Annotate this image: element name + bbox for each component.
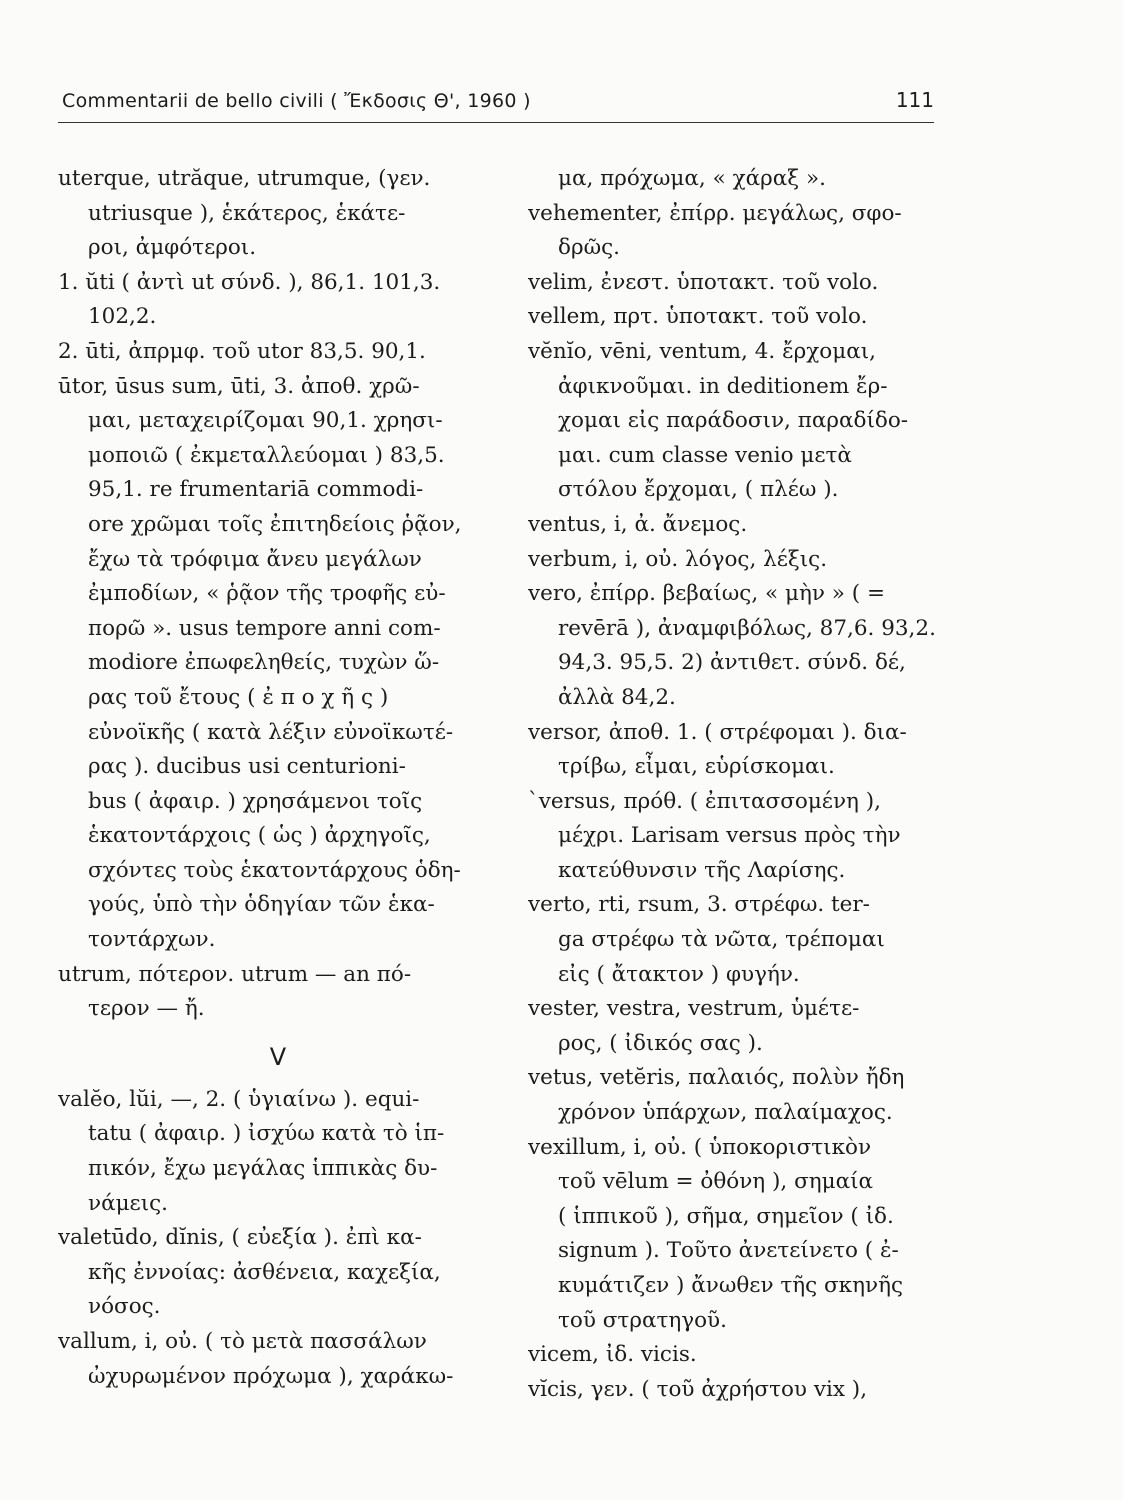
entry-line: bus ( ἀφαιρ. ) χρησάμενοι τοῖς [88, 788, 423, 814]
dictionary-entry [58, 958, 498, 1027]
entry-line: χομαι εἰς παράδοσιν, παραδίδο- [558, 408, 909, 434]
entry-line: vehementer, ἐπίρρ. μεγάλως, σφο- [528, 200, 902, 226]
entry-line: vero, ἐπίρρ. βεβαίως, « μὴν » ( = [528, 581, 885, 607]
entry-line: vetus, vetĕris, παλαιός, πολὺν ἤδη [528, 1065, 905, 1091]
entry-line: μοποιῶ ( ἐκμεταλλεύομαι ) 83,5. [88, 442, 445, 468]
dictionary-entry [58, 1083, 498, 1221]
entry-line: uterque, utrăque, utrumque, (γεν. [58, 166, 431, 191]
entry-line: revērā ), ἀναμφιβόλως, 87,6. 93,2. [558, 615, 936, 641]
entry-line: χρόνον ὑπάρχων, παλαίμαχος. [558, 1100, 893, 1126]
dictionary-entry [58, 1325, 498, 1394]
entry-line: vicem, ἰδ. vicis. [528, 1342, 697, 1368]
dictionary-entry [58, 370, 498, 958]
entry-line: στόλου ἔρχομαι, ( πλέω ). [558, 477, 839, 503]
dictionary-entry [528, 300, 938, 335]
dictionary-entry [528, 1131, 938, 1339]
entry-line: vĭcis, γεν. ( τοῦ ἀχρήστου vix ), [528, 1376, 868, 1402]
entry-line: valĕo, lŭi, —, 2. ( ὑγιαίνω ). equi- [58, 1086, 420, 1112]
entry-line: τοῦ vēlum = ὀθόνη ), σημαία [558, 1169, 874, 1195]
entry-line: σχόντες τοὺς ἑκατοντάρχους ὁδη- [88, 857, 461, 883]
entry-line: ūtor, ūsus sum, ūti, 3. ἀποθ. χρῶ- [58, 373, 420, 399]
entry-line: 2. ūti, ἀπρμφ. τοῦ utor 83,5. 90,1. [58, 338, 426, 364]
entry-line: 94,3. 95,5. 2) ἀντιθετ. σύνδ. δέ, [558, 650, 906, 676]
entry-line: ρας τοῦ ἔτους ( ἐ π ο χ ῆ ς ) [88, 684, 389, 710]
entry-line: δρῶς. [558, 235, 620, 261]
dictionary-entry [528, 266, 938, 301]
entry-line: 1. ŭti ( ἀντὶ ut σύνδ. ), 86,1. 101,3. [58, 269, 441, 295]
dictionary-entry [528, 992, 938, 1061]
dictionary-entry [528, 508, 938, 543]
entry-line: εὐνοϊκῆς ( κατὰ λέξιν εὐνοϊκωτέ- [88, 719, 454, 745]
dictionary-entry [528, 577, 938, 715]
entry-line: vĕnĭo, vēni, ventum, 4. ἔρχομαι, [528, 338, 876, 364]
entry-line: utriusque ), ἑκάτερος, ἑκάτε- [88, 200, 406, 226]
section-letter: V [269, 1042, 287, 1071]
entry-line: signum ). Τοῦτο ἀνετείνετο ( ἐ- [558, 1238, 899, 1264]
dictionary-entry [58, 266, 498, 335]
entry-line: γούς, ὑπὸ τὴν ὁδηγίαν τῶν ἑκα- [88, 892, 435, 918]
entry-line: ἑκατοντάρχοις ( ὡς ) ἀρχηγοῖς, [88, 823, 431, 849]
entry-line: ventus, i, ἀ. ἄνεμος. [528, 511, 748, 537]
entry-line: ἔχω τὰ τρόφιμα ἄνευ μεγάλων [88, 546, 422, 572]
entry-line: εἰς ( ἄτακτον ) φυγήν. [558, 961, 800, 987]
entry-line: ὠχυρωμένον πρόχωμα ), χαράκω- [88, 1363, 454, 1389]
entry-line: νάμεις. [88, 1190, 169, 1216]
entry-line: μαι. cum classe venio μετὰ [558, 442, 852, 468]
left-entries [58, 162, 498, 1027]
entry-line: κατεύθυνσιν τῆς Λαρίσης. [558, 857, 846, 883]
entry-line: μαι, μεταχειρίζομαι 90,1. χρησι- [88, 408, 443, 434]
entry-line: τοντάρχων. [88, 927, 216, 953]
entry-line: vellem, πρτ. ὑποτακτ. τοῦ volo. [528, 304, 868, 330]
entry-line: κυμάτιζεν ) ἄνωθεν τῆς σκηνῆς [558, 1273, 903, 1298]
entry-line: ἀφικνοῦμαι. in deditionem ἔρ- [558, 373, 888, 399]
entry-line: utrum, πότερον. utrum — an πό- [58, 961, 412, 987]
entry-line: πικόν, ἔχω μεγάλας ἱππικὰς δυ- [88, 1156, 438, 1182]
dictionary-entry [528, 716, 938, 785]
dictionary-entry [528, 1061, 938, 1130]
entry-line: ga στρέφω τὰ νῶτα, τρέπομαι [558, 927, 885, 953]
entry-line: verbum, i, οὐ. λόγος, λέξις. [528, 546, 828, 572]
entry-line: ροι, ἀμφότεροι. [88, 235, 257, 261]
entry-line: κῆς ἐννοίας: ἀσθένεια, καχεξία, [88, 1259, 441, 1285]
entry-line: vester, vestra, vestrum, ὑμέτε- [528, 996, 860, 1022]
running-title: Commentarii de bello civili ( Ἔκδοσις Θ', 1960 ) [62, 90, 531, 112]
entry-line: verto, rti, rsum, 3. στρέφω. ter- [528, 892, 870, 918]
entry-line: valetūdo, dĭnis, ( εὐεξία ). ἐπὶ κα- [58, 1225, 422, 1251]
entry-line: 95,1. re frumentariā commodi- [88, 477, 424, 503]
entry-line: versor, ἀποθ. 1. ( στρέφομαι ). δια- [528, 719, 907, 745]
dictionary-entry [528, 543, 938, 578]
left-entries-v [58, 1083, 498, 1394]
dictionary-entry [528, 335, 938, 508]
entry-line: μέχρι. Larisam versus πρὸς τὴν [558, 823, 901, 849]
entry-line: 102,2. [88, 304, 157, 330]
entry-line: modiore ἐπωφεληθείς, τυχὼν ὥ- [88, 650, 440, 676]
entry-line: `versus, πρόθ. ( ἐπιτασσομένη ), [528, 788, 881, 814]
entry-line: vallum, i, οὐ. ( τὸ μετὰ πασσάλων [58, 1329, 427, 1354]
dictionary-entry [528, 888, 938, 992]
dictionary-entry [58, 1221, 498, 1325]
entry-line: ἐμποδίων, « ῥᾷον τῆς τροφῆς εὐ- [88, 581, 446, 607]
entry-line: τερον — ἤ. [88, 996, 205, 1022]
right-entries [528, 162, 938, 1407]
entry-line: μα, πρόχωμα, « χάραξ ». [558, 166, 826, 191]
entry-line: velim, ἐνεστ. ὑποτακτ. τοῦ volo. [528, 269, 879, 295]
dictionary-entry [528, 785, 938, 889]
dictionary-entry [528, 1373, 938, 1408]
entry-line: ore χρῶμαι τοῖς ἐπιτηδείοις ῥᾷον, [88, 511, 462, 537]
page-number: 111 [895, 88, 934, 112]
dictionary-entry [528, 1338, 938, 1373]
entry-line: ρας ). ducibus usi centurioni- [88, 754, 406, 780]
entry-line: τοῦ στρατηγοῦ. [558, 1307, 727, 1333]
running-header [58, 86, 934, 123]
entry-line: tatu ( ἀφαιρ. ) ἰσχύω κατὰ τὸ ἱπ- [88, 1121, 445, 1147]
entry-line: νόσος. [88, 1294, 161, 1320]
left-column [58, 162, 498, 1394]
dictionary-entry [58, 335, 498, 370]
entry-line: ρος, ( ἰδικός σας ). [558, 1030, 763, 1056]
entry-line: ( ἱππικοῦ ), σῆμα, σημεῖον ( ἰδ. [558, 1203, 894, 1229]
right-column [528, 162, 938, 1407]
dictionary-entry [528, 162, 938, 197]
dictionary-entry [528, 197, 938, 266]
entry-line: vexillum, i, οὐ. ( ὑποκοριστικὸν [528, 1134, 872, 1160]
entry-line: πορῶ ». usus tempore anni com- [88, 615, 441, 641]
entry-line: ἀλλὰ 84,2. [558, 684, 676, 710]
entry-line: τρίβω, εἶμαι, εὑρίσκομαι. [558, 754, 835, 780]
dictionary-entry [58, 162, 498, 266]
